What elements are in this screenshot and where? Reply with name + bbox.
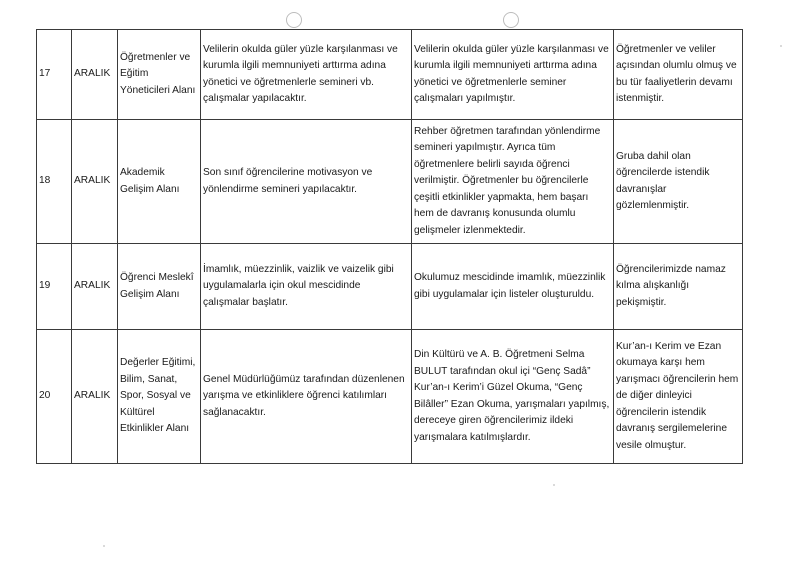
row-planned-activity: Velilerin okulda güler yüzle karşılanması ve kurumla ilgili memnuniyeti arttırma adına yönetici ve öğretmenlerle semineri vb. çalışmalar yapılacaktır. xyxy=(201,30,412,120)
row-planned-activity: Genel Müdürlüğümüz tarafından düzenlenen yarışma ve etkinliklere öğrenci katılımları sağlanacaktır. xyxy=(201,330,412,464)
row-month: ARALIK xyxy=(72,330,118,464)
row-number: 17 xyxy=(37,30,72,120)
punch-hole-right xyxy=(503,12,519,28)
row-area: Öğretmenler ve Eğitim Yöneticileri Alanı xyxy=(118,30,201,120)
scan-speck xyxy=(103,545,105,547)
row-area: Öğrenci Meslekî Gelişim Alanı xyxy=(118,244,201,330)
row-number: 20 xyxy=(37,330,72,464)
row-area: Değerler Eğitimi, Bilim, Sanat, Spor, Sosyal ve Kültürel Etkinlikler Alanı xyxy=(118,330,201,464)
row-completed-activity: Velilerin okulda güler yüzle karşılanması ve kurumla ilgili memnuniyeti arttırma adına yönetici ve öğretmenlerle seminer çalışmaları yapılmıştır. xyxy=(412,30,614,120)
row-month: ARALIK xyxy=(72,244,118,330)
table-row xyxy=(37,330,743,464)
table-row xyxy=(37,120,743,244)
row-result: Kur’an-ı Kerim ve Ezan okumaya karşı hem yarışmacı öğrencilerin hem de diğer dinleyici öğrencilerin istendik davranış sergilemelerine vesile olmuştur. xyxy=(614,330,743,464)
punch-hole-left xyxy=(286,12,302,28)
row-completed-activity: Okulumuz mescidinde imamlık, müezzinlik gibi uygulamalar için listeler oluşturuldu. xyxy=(412,244,614,330)
row-month: ARALIK xyxy=(72,30,118,120)
row-completed-activity: Din Kültürü ve A. B. Öğretmeni Selma BULUT tarafından okul içi “Genç Sadâ” Kur’an-ı Kerim’i Güzel Okuma, “Genç Bilâller” Ezan Okuma, yarışmaları yapılmış, dereceye giren öğrencilerimiz ildeki yarışmalara katılmışlardır. xyxy=(412,330,614,464)
row-result: Öğretmenler ve veliler açısından olumlu olmuş ve bu tür faaliyetlerin devamı istenmiştir. xyxy=(614,30,743,120)
row-planned-activity: Son sınıf öğrencilerine motivasyon ve yönlendirme semineri yapılacaktır. xyxy=(201,120,412,244)
table-row xyxy=(37,30,743,120)
table-row xyxy=(37,244,743,330)
row-area: Akademik Gelişim Alanı xyxy=(118,120,201,244)
activity-plan-table xyxy=(36,29,743,464)
scan-speck xyxy=(553,484,555,486)
row-number: 18 xyxy=(37,120,72,244)
row-month: ARALIK xyxy=(72,120,118,244)
row-number: 19 xyxy=(37,244,72,330)
scan-speck xyxy=(780,45,782,47)
row-result: Gruba dahil olan öğrencilerde istendik davranışlar gözlemlenmiştir. xyxy=(614,120,743,244)
row-completed-activity: Rehber öğretmen tarafından yönlendirme semineri yapılmıştır. Ayrıca tüm öğretmenlere belirli sayıda öğrenci verilmiştir. Öğretmenler bu öğrencilerle çeşitli etkinlikler yapmakta, hem başarı hem de davranış konusunda olumlu gelişmeler izlenmektedir. xyxy=(412,120,614,244)
row-result: Öğrencilerimizde namaz kılma alışkanlığı pekişmiştir. xyxy=(614,244,743,330)
row-planned-activity: İmamlık, müezzinlik, vaizlik ve vaizelik gibi uygulamalarla için okul mescidinde çalışmalar başlatır. xyxy=(201,244,412,330)
